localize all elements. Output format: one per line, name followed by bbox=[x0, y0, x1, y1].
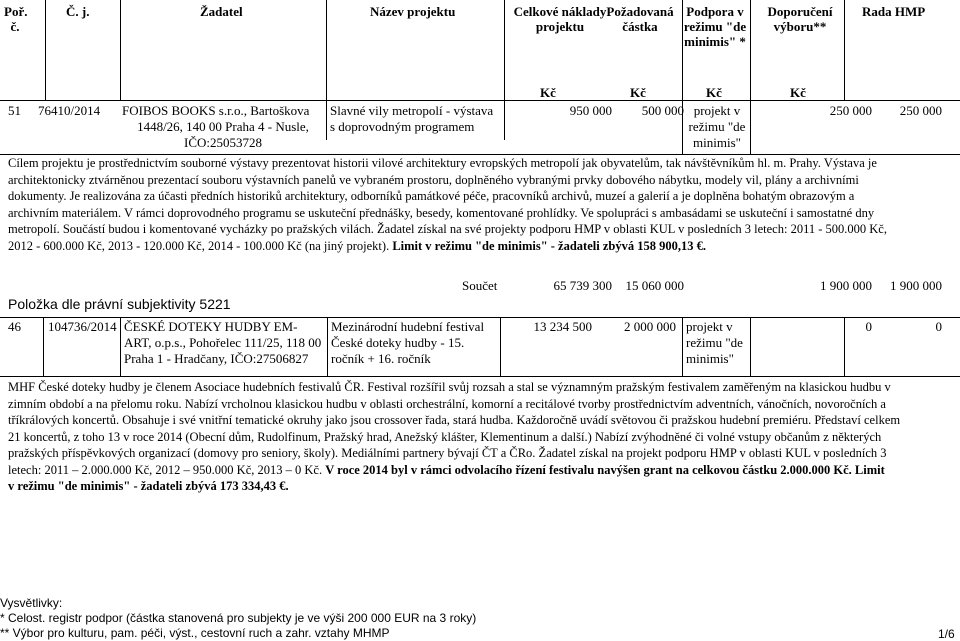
row1-zadatel-3: IČO:25053728 bbox=[184, 135, 262, 150]
header-podpora: Podpora v režimu "de minimis" * bbox=[683, 4, 747, 49]
row1-desc-limit: Limit v režimu "de minimis" - žadateli zbývá 158 900,13 €. bbox=[392, 238, 706, 253]
row2-desc-plain: letech: 2011 – 2.000.000 Kč, 2012 – 950.000 Kč, 2013 – 0 Kč. bbox=[8, 462, 323, 477]
row1-desc-plain: 2012 - 600.000 Kč, 2013 - 120.000 Kč, 2014 - 100.000 Kč (na jiný projekt). bbox=[8, 238, 390, 253]
row1-podpora-3: minimis" bbox=[693, 135, 741, 150]
header-rada: Rada HMP bbox=[862, 4, 926, 19]
row2-desc-line: MHF České doteky hudby je členem Asociace hudebních festivalů ČR. Festival rozšířil svůj rozsah a stal se významným pražským festivalem zaměřeným na klasickou hudbu v bbox=[8, 380, 891, 394]
row2-desc-line: tříkrálových koncertů. Obsahuje i své vnitřní tematické okruhy jako jsou crossover řada, stará hudba. Každoročně uvádí světovou či pražskou hudební premiéru. Představí celkem bbox=[8, 413, 901, 427]
row1-rada: 250 000 bbox=[899, 103, 942, 118]
row2-desc-line: zimním období a na přelomu roku. Nabízí vrcholnou klasickou hudbu v oblasti orchestrální, komorní a recitálové tvorby prostřednictvím adventních, vánočních, novoročních a bbox=[8, 396, 886, 411]
header-naklady: Celkové náklady projektu bbox=[513, 4, 607, 34]
soucet-doporuceni: 1 900 000 bbox=[820, 278, 872, 293]
footnote-title: Vysvětlivky: bbox=[0, 596, 63, 610]
header-pozadovana: Požadovaná částka bbox=[606, 4, 674, 34]
soucet-rada: 1 900 000 bbox=[890, 278, 942, 293]
unit-doporuceni: Kč bbox=[790, 85, 806, 100]
row1-doporuceni: 250 000 bbox=[829, 103, 872, 118]
row1-por: 51 bbox=[8, 103, 21, 118]
row2-rada: 0 bbox=[935, 319, 942, 334]
row1-zadatel-2: 1448/26, 140 00 Praha 4 - Nusle, bbox=[137, 119, 309, 134]
row2-naklady: 13 234 500 bbox=[533, 319, 592, 334]
header-cj: Č. j. bbox=[66, 4, 90, 19]
row2-podpora-2: režimu "de bbox=[686, 335, 743, 350]
row1-podpora-2: režimu "de bbox=[688, 119, 746, 134]
row2-desc-line bbox=[8, 462, 885, 479]
header-doporuceni: Doporučení výboru** bbox=[767, 4, 833, 34]
row2-desc-line: pražských příspěvkových organizací (domovy pro seniory, školy). Mediálními partnery bývají ČT a ČRo. Žadatel získal na projekt podporu HMP v oblasti KUL v posledních 3 bbox=[8, 446, 887, 460]
header-por: Poř. č. bbox=[4, 4, 28, 34]
row1-desc-line bbox=[8, 238, 706, 255]
header-zadatel: Žadatel bbox=[200, 4, 243, 19]
row2-podpora-1: projekt v bbox=[686, 319, 733, 334]
row1-desc-line: Cílem projektu je prostřednictvím souborné výstavy prezentovat historii vilové architektury evropských metropolí jak obyvatelům, tak návštěvníkům hl. m. Prahy. Výstava je bbox=[8, 156, 877, 170]
row2-desc-line: 21 koncertů, z toho 13 v roce 2014 (Obecní dům, Rudolfinum, Pražský hrad, Anežský klášter, Klementinum a další.) Nabízí zvýhodněné či volné vstupy občanům z některých bbox=[8, 429, 882, 444]
soucet-naklady: 65 739 300 bbox=[553, 278, 612, 293]
row1-desc-line: dokumenty. Je realizována za účasti předních historiků architektury, odborníků památkové péče, pracovníků archivů, muzeí a galerií a je doplněna bohatým obrazovým a bbox=[8, 189, 855, 203]
row2-nazev-1: Mezinárodní hudební festival bbox=[331, 319, 485, 334]
header-nazev: Název projektu bbox=[370, 4, 456, 19]
row2-cj: 104736/2014 bbox=[48, 319, 117, 334]
row2-por: 46 bbox=[8, 319, 21, 334]
soucet-label: Součet bbox=[462, 278, 498, 293]
row1-desc-line: metropolí. Součástí budou i komentované vycházky po pražských vilách. Žadatel získal na své projekty podporu HMP v oblasti KUL v posledních 3 letech: 2011 - 500.000 Kč, bbox=[8, 222, 887, 236]
row1-podpora-1: projekt v bbox=[693, 103, 741, 118]
page-number: 1/6 bbox=[938, 627, 955, 641]
soucet-pozadovana: 15 060 000 bbox=[625, 278, 684, 293]
row1-cj: 76410/2014 bbox=[38, 103, 101, 118]
row2-desc-bold: V roce 2014 byl v rámci odvolacího řízení festivalu navýšen grant na celkovou částku 2.000.000 Kč. Limit bbox=[325, 462, 885, 477]
row1-nazev-1: Slavné vily metropolí - výstava bbox=[330, 103, 494, 118]
row2-doporuceni: 0 bbox=[865, 319, 872, 334]
unit-pozadovana: Kč bbox=[630, 85, 646, 100]
row1-naklady: 950 000 bbox=[569, 103, 612, 118]
unit-podpora: Kč bbox=[706, 85, 722, 100]
row2-zadatel-2: ART, o.p.s., Pohořelec 111/25, 118 00 bbox=[124, 335, 322, 350]
unit-naklady: Kč bbox=[540, 85, 556, 100]
row2-desc-limit: v režimu "de minimis" - žadateli zbývá 173 334,43 €. bbox=[8, 479, 289, 493]
row2-podpora-3: minimis" bbox=[686, 351, 734, 366]
row1-zadatel-1: FOIBOS BOOKS s.r.o., Bartoškova bbox=[122, 103, 310, 118]
row1-desc-line: architektonicky ztvárněnou prezentací souboru výstavních panelů ve vybraném prostoru, doplněného vybranými prvky dobového nábytku, modely vil, plány a archivními bbox=[8, 172, 859, 187]
row2-zadatel-1: ČESKÉ DOTEKY HUDBY EM- bbox=[124, 319, 298, 334]
row1-pozadovana: 500 000 bbox=[641, 103, 684, 118]
row1-desc-line: archivním materiálem. V rámci doprovodného programu se uskuteční přednášky, besedy, komentované prohlídky. Ve spolupráci s ambasádami se uskuteční i samostatné dny bbox=[8, 205, 875, 220]
row2-zadatel-3: Praha 1 - Hradčany, IČO:27506827 bbox=[124, 351, 309, 366]
row2-pozadovana: 2 000 000 bbox=[624, 319, 676, 334]
row1-nazev-2: s doprovodným programem bbox=[330, 119, 475, 134]
footnote-line-1: * Celost. registr podpor (částka stanovená pro subjekty je ve výši 200 000 EUR na 3 roky) bbox=[0, 611, 477, 625]
row2-nazev-2: České doteky hudby - 15. bbox=[331, 335, 465, 350]
footnote-line-2: ** Výbor pro kulturu, pam. péči, výst., cestovní ruch a zahr. vztahy MHMP bbox=[0, 626, 390, 640]
section-title: Položka dle právní subjektivity 5221 bbox=[8, 296, 231, 312]
row2-nazev-3: ročník + 16. ročník bbox=[331, 351, 431, 366]
